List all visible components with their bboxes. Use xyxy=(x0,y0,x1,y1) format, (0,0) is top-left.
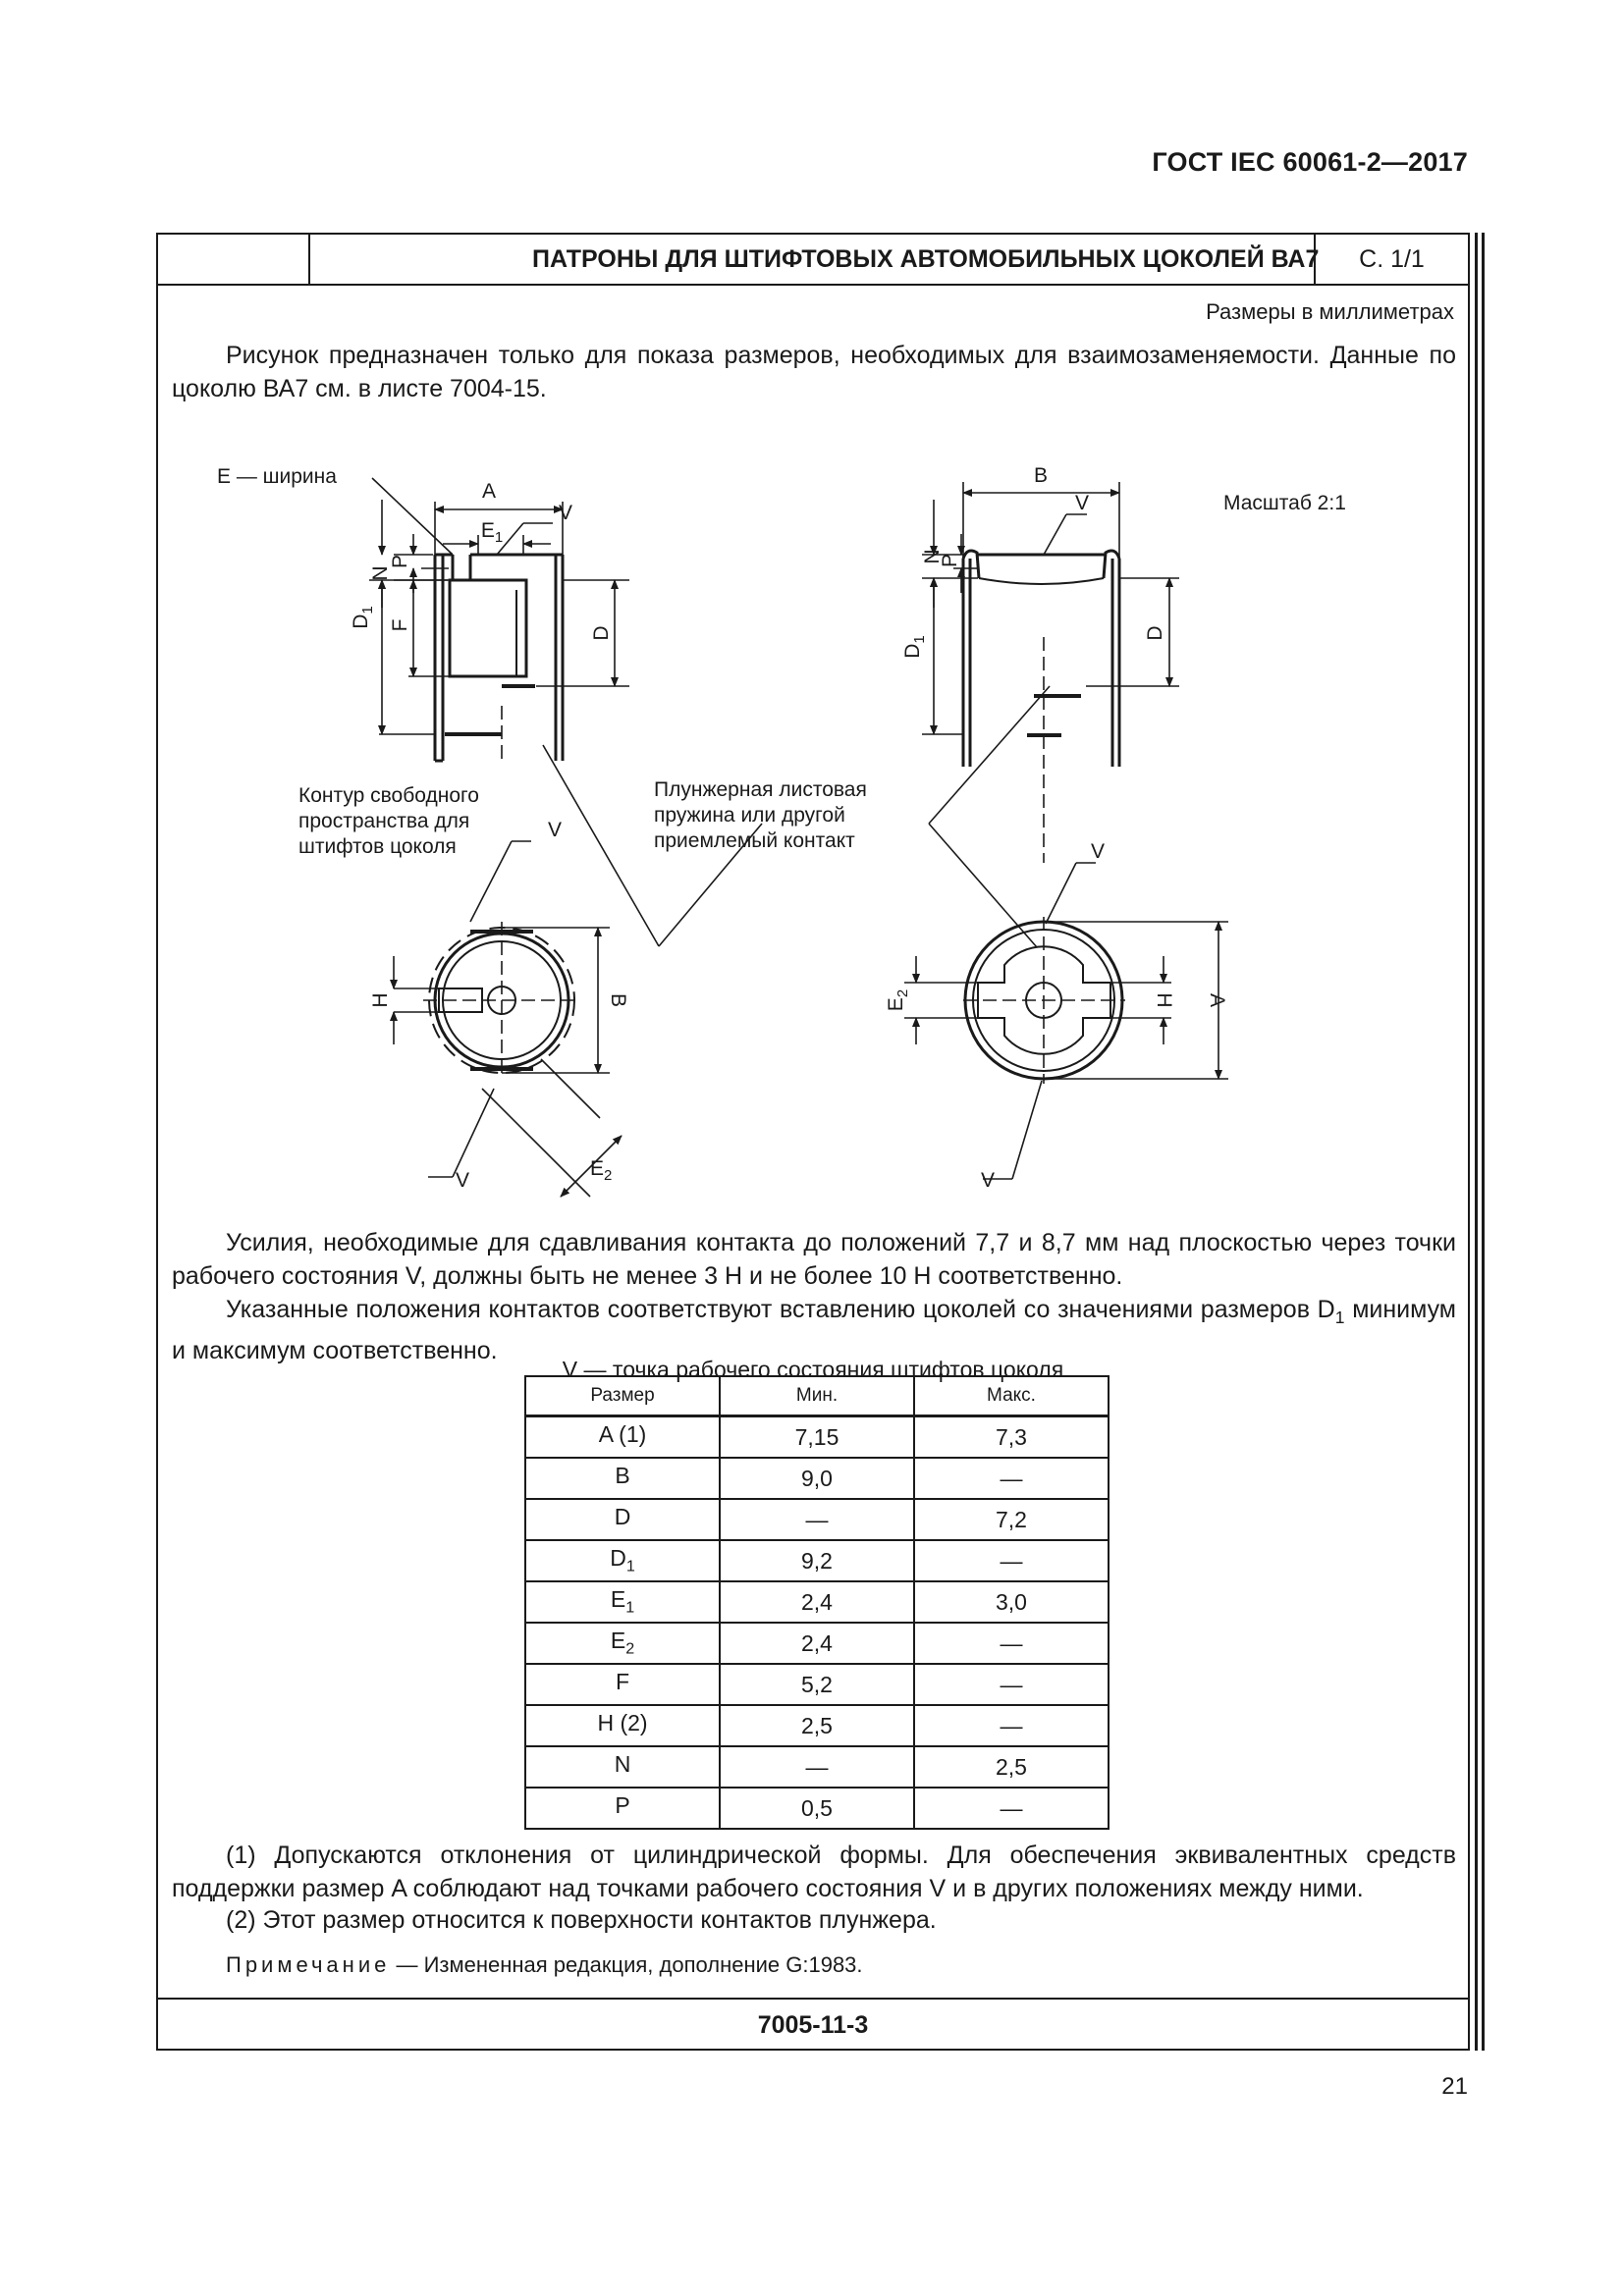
table-row xyxy=(525,1458,1109,1499)
row-max: — xyxy=(914,1458,1109,1499)
dim-a-label-left: A xyxy=(481,480,497,503)
v-point-caption: V — точка рабочего состояния штифтов цоколя xyxy=(562,1357,1064,1382)
header-empty-cell xyxy=(158,235,310,284)
row-min: 9,0 xyxy=(720,1458,914,1499)
row-max: 2,5 xyxy=(914,1746,1109,1788)
col-header-size: Размер xyxy=(525,1376,720,1416)
frame-edge-line xyxy=(1475,233,1478,2051)
sheet-page-ref: С. 1/1 xyxy=(1314,235,1468,284)
row-max: — xyxy=(914,1540,1109,1581)
drawing-svg xyxy=(158,411,1468,1354)
row-size: $E_1$ xyxy=(525,1581,720,1623)
row-size: A (1) xyxy=(525,1416,720,1459)
contour-label-line-1: Контур свободного xyxy=(298,784,479,807)
row-min: 2,4 xyxy=(720,1623,914,1664)
dim-e1-label: $E_1$ xyxy=(480,519,504,546)
spring-label-line-3: приемлемый контакт xyxy=(654,829,855,852)
note-label: Примечание xyxy=(226,1952,391,1977)
note: Примечание — Измененная редакция, дополнение G:1983. xyxy=(226,1952,863,1977)
row-size: $E_2$ xyxy=(525,1623,720,1664)
row-max: — xyxy=(914,1664,1109,1705)
row-size: $D_1$ xyxy=(525,1540,720,1581)
table-row xyxy=(525,1746,1109,1788)
frame-edge-line xyxy=(1482,233,1485,2051)
row-min: 9,2 xyxy=(720,1540,914,1581)
dim-d1-label-right: $D_1$ xyxy=(901,635,928,659)
dim-h-label-right: H xyxy=(1153,992,1175,1008)
col-header-max: Макс. xyxy=(914,1376,1109,1416)
note-text: Измененная редакция, дополнение G:1983. xyxy=(423,1952,863,1977)
dim-e2-label-left: $E_2$ xyxy=(590,1157,613,1184)
row-size: B xyxy=(525,1458,720,1499)
row-size: D xyxy=(525,1499,720,1540)
table-row xyxy=(525,1581,1109,1623)
dim-h-label-left: H xyxy=(369,992,392,1008)
row-min: — xyxy=(720,1499,914,1540)
dim-b-label-left: B xyxy=(607,992,629,1008)
contour-label-line-2: пространства для xyxy=(298,810,470,832)
table-row xyxy=(525,1705,1109,1746)
sheet-number: 7005-11-3 xyxy=(757,2011,869,2039)
dim-n-label-left: N xyxy=(369,565,392,581)
sheet-frame xyxy=(156,233,1470,2051)
v-label-right-top: V xyxy=(1075,492,1090,514)
contour-label-line-3: штифтов цоколя xyxy=(298,835,457,858)
force-paragraph: Усилия, необходимые для сдавливания контакта до положений 7,7 и 8,7 мм над плоскостью через точки рабочего состояния V, должны быть не менее 3 Н и не более 10 Н соответственно. xyxy=(172,1229,1456,1290)
footnote-2: (2) Этот размер относится к поверхности контактов плунжера. xyxy=(226,1906,937,1934)
table-row xyxy=(525,1623,1109,1664)
intro-paragraph: Рисунок предназначен только для показа размеров, необходимых для взаимозаменяемости. Данные по цоколю ВА7 см. в листе 7004-15. xyxy=(172,342,1456,402)
dim-p-label-right: P xyxy=(939,553,961,568)
col-header-min: Мин. xyxy=(720,1376,914,1416)
v-label-left-plan-bottom: V xyxy=(456,1169,470,1192)
dim-p-label-left: P xyxy=(389,554,411,569)
v-label-left-plan-top: V xyxy=(548,819,563,841)
dim-d1-label-left: $D_1$ xyxy=(350,606,376,629)
row-size: H (2) xyxy=(525,1705,720,1746)
sheet-header xyxy=(158,235,1468,286)
left-plan-view xyxy=(394,841,622,1197)
standard-code: ГОСТ IEC 60061-2—2017 xyxy=(1152,147,1468,177)
table-row xyxy=(525,1664,1109,1705)
spring-label-line-1: Плунжерная листовая xyxy=(654,778,867,801)
sheet-title: ПАТРОНЫ ДЛЯ ШТИФТОВЫХ АВТОМОБИЛЬНЫХ ЦОКОЛЕЙ ВА7 xyxy=(532,245,1320,273)
row-size: N xyxy=(525,1746,720,1788)
table-row xyxy=(525,1416,1109,1459)
page-number: 21 xyxy=(1441,2073,1468,2100)
v-label-right-plan-bottom: V xyxy=(981,1169,996,1192)
table-row xyxy=(525,1788,1109,1829)
footnote-1: (1) Допускаются отклонения от цилиндрической формы. Для обеспечения эквивалентных средств поддержки размер A соблюдают над точками рабочего состояния V и в других положениях между ними. xyxy=(172,1842,1456,1902)
row-max: — xyxy=(914,1705,1109,1746)
row-max: 7,2 xyxy=(914,1499,1109,1540)
dim-d-label-right: D xyxy=(1144,625,1166,641)
positions-paragraph: Указанные положения контактов соответствуют вставлению цоколей со значениями размеров $D_1$ минимум и максимум соответственно. xyxy=(172,1296,1456,1364)
dim-e2-label-right: $E_2$ xyxy=(885,988,911,1012)
right-plan-view xyxy=(904,863,1228,1179)
dim-d-label-left: D xyxy=(590,625,613,641)
dim-b-label-right: B xyxy=(1033,464,1049,487)
row-size: P xyxy=(525,1788,720,1829)
table-row xyxy=(525,1540,1109,1581)
row-max: — xyxy=(914,1788,1109,1829)
row-min: 2,5 xyxy=(720,1705,914,1746)
row-max: 7,3 xyxy=(914,1416,1109,1459)
row-size: F xyxy=(525,1664,720,1705)
dim-f-label: F xyxy=(389,618,411,632)
row-max: — xyxy=(914,1623,1109,1664)
units-note: Размеры в миллиметрах xyxy=(1206,299,1454,324)
dim-n-label-right: N xyxy=(921,549,944,564)
dim-a-label-right: A xyxy=(1206,992,1228,1008)
dimensions-table xyxy=(524,1375,1110,1830)
scale-label: Масштаб 2:1 xyxy=(1223,492,1346,514)
spring-label-line-2: пружина или другой xyxy=(654,804,845,827)
right-side-view xyxy=(922,482,1179,863)
row-min: 2,4 xyxy=(720,1581,914,1623)
e-width-label: E — ширина xyxy=(217,465,337,488)
row-min: 7,15 xyxy=(720,1416,914,1459)
table-row xyxy=(525,1499,1109,1540)
row-min: 0,5 xyxy=(720,1788,914,1829)
v-label-left-top: V xyxy=(559,502,573,524)
row-min: — xyxy=(720,1746,914,1788)
table-header-row xyxy=(525,1376,1109,1416)
v-label-right-plan-top: V xyxy=(1091,840,1106,863)
row-min: 5,2 xyxy=(720,1664,914,1705)
footer-divider xyxy=(158,1998,1468,2000)
row-max: 3,0 xyxy=(914,1581,1109,1623)
